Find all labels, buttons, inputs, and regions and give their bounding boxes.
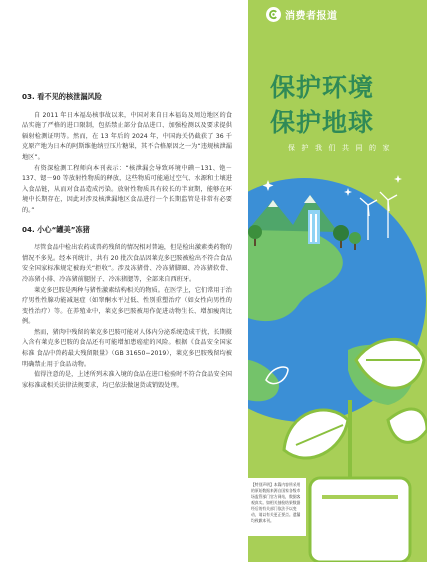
note-text: 【特别声明】本篇内容所采用的原始数据来源自国家各级市场监管部门官方网站，数据客观真实。如相关抽检结果数据经后的有关部门依法予以变动，请以有关更正要点。遗漏均致歉本刊。	[251, 482, 301, 523]
paragraph: 然而，猪肉中残留的莱克多巴胺可能对人体内分泌系统造成干扰，长期摄入含有莱克多巴胺的食品还有可能增加患癌症的风险。根据《食品安全国家标准 食品中兽药最大残留限量》（GB 31650−2019），莱克多巴胺残留均被明确禁止用于食品动物。	[22, 328, 232, 368]
logo-text: 消费者报道	[285, 10, 338, 22]
paragraph: 自 2011 年日本福岛核事故以来，中国对来自日本福岛及周边地区的食品实施了严格的进口限制，包括禁止部分食品进口、加强检测以及要求提供辐射检测证明等。然而，在 13 年后的 2024 年，中国海关仍截获了 36 千克原产地为日本的阿斯维他纳豆压片糖果，其不合格原因之一为“违规核泄漏地区”。	[22, 111, 232, 161]
section-heading-4: 04. 小心“罐美”冻猪	[22, 224, 90, 234]
paragraph: 尽管食品中检出农药或兽药残留的情况相对普遍，但是检出激素类药物的情况不多见。经本刊统计，共有 20 批次食品因莱克多巴胺被检出不符合食品安全国家标准规定被海关“拒收”。涉及冻猪骨、冷冻猪脚圈、冷冻猪软骨、冷冻猪小排、冷冻猪前腿肘子、冷冻猪腮等，全部来自西班牙。	[22, 244, 232, 283]
paragraph: 有资深检测工程师向本刊表示：“核泄漏会导致环境中碘－131、铯－137、锶－90 等放射性物质的释放，这些物质可能通过空气、水源和土壤进入食品链，从而对食品造成污染。放射性物质具有较长的半衰期，能够在环境中长期存在，因此对涉及核泄漏地区食品进行一个长期监管是非常有必要的。”	[22, 164, 232, 214]
paragraph: 值得注意的是，上述所列未准入境的食品在进口检验时不符合食品安全国家标准或相关法律法规要求，均已依法做退货或销毁处理。	[22, 371, 232, 389]
poster-title-line2: 保护地球	[270, 108, 375, 137]
poster-title-line1: 保护环境	[270, 73, 375, 102]
article-column	[22, 92, 232, 391]
editor-note	[248, 478, 306, 536]
waterfall-icon	[308, 210, 320, 244]
section-heading-3: 03. 看不见的核泄漏风险	[22, 92, 102, 101]
poster-subtitle: 保护我们共同的家	[288, 144, 396, 152]
illustration-panel	[248, 0, 427, 562]
paragraph: 莱克多巴胺是两种与猪性激素结构相关的物质。在医学上，它们常用于治疗男性性腺功能减退症（如睾酮水平过低、性别重塑治疗（如女性向男性的变性治疗）等。在养殖业中，莱克多巴胺被用作促进动物生长、增加瘦肉比例。	[22, 286, 232, 326]
